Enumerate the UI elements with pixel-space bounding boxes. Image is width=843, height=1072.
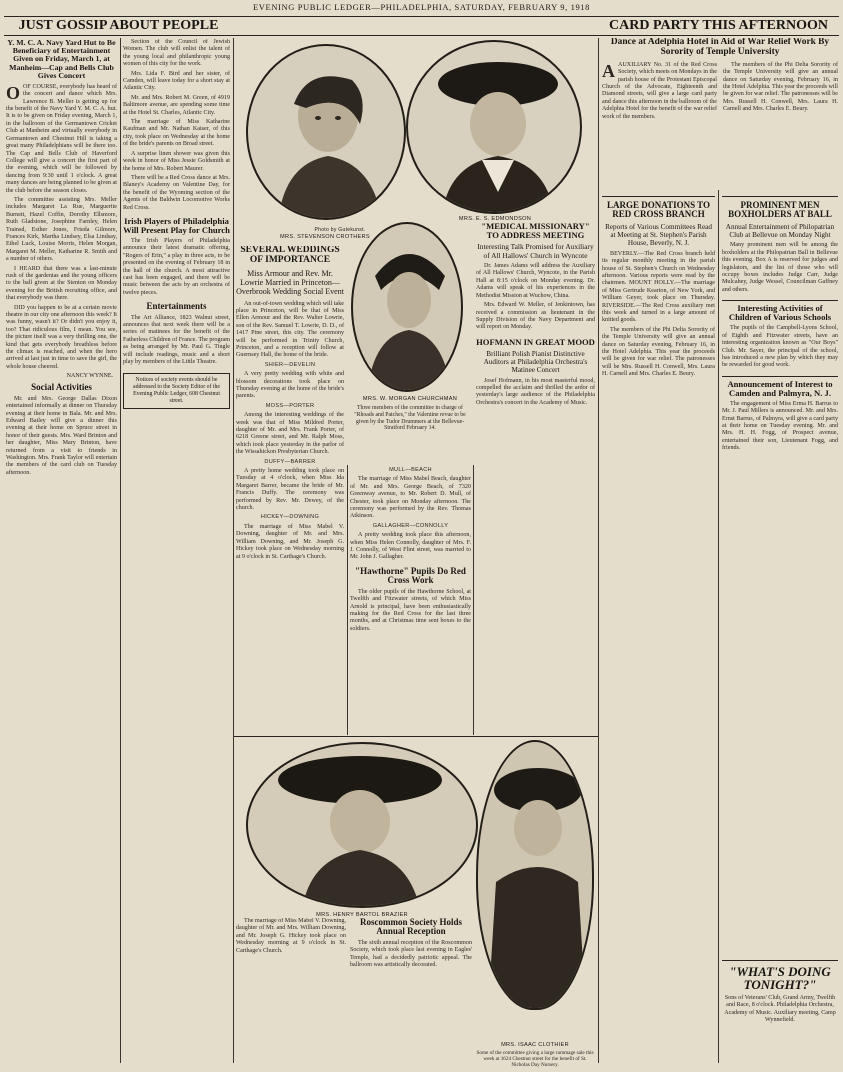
social-activities-body	[6, 396, 117, 477]
gossip-para-2: The committee assisting Mrs. Meller includes Margaret La Rue, Marguerite Burnett, Hazel Coffin, Dorothy Ellsmore, Ruth Gladstone, Josephine Farnley, Helen Trainsd, Esther Jones, Frieda Gilmore, Frances Kirk, Martha Lindsey, Elsa Lindsay, Ethel Luck, Louise Morris, Helen Morgan, Margaret M. Meller, Katharine R. Smith and a number of others.	[6, 196, 117, 263]
donations-text: BEVERLY.—The Red Cross branch held its regular monthly meeting in the parish house of St. Stephen's Church on Wednesday afternoon. Various reports were read by the chairmen. MOUNT HOLLY.—The marriage of Miss Gertrude Kearton, of New York, and William Geyer, took place on Thursday. RIVERSIDE.—The Red Cross auxiliary met this week and turned in a large amount of knitted goods.	[602, 250, 715, 324]
society-column	[123, 39, 230, 1065]
gossip-para-1: OF COURSE, everybody has heard of the concert and dance which Mrs. Lawrence B. Meller is getting up for the benefit of the Navy Yard Y. M. C. A. hut. It is to be given on Friday evening, March 1, in the ballroom of the Germantown Cricket Club at Manheim and virtually everybody in Germantown and Chestnut Hill is taking a great many Philadelphians will be there too. The Cap and Bells Club of Haverford College will give a concert the first part of the evening, which will be followed by dancing from 9:30 until 1 o'clock. A great many dances are being planned to be given at the club before the season closes.	[6, 83, 117, 194]
whats-doing-title: "WHAT'S DOING TONIGHT?"	[729, 964, 831, 992]
section-head-card-party: CARD PARTY THIS AFTERNOON	[609, 18, 828, 33]
whats-doing-text: Sons of Veterans' Club, Grand Army, Twelfth and Race, 8 o'clock. Philadelphia Orchestra, Academy of Music. Auxiliary meeting, Camp Wynnefield.	[724, 995, 836, 1024]
masthead: EVENING PUBLIC LEDGER—PHILADELPHIA, SATURDAY, FEBRUARY 9, 1918	[253, 2, 590, 12]
wedding-sub-moss: MOSS—PORTER	[265, 402, 315, 409]
column-rule	[473, 465, 474, 735]
wedding-sub-shier: SHIER—DEVELIN	[264, 361, 316, 368]
drop-cap: A	[602, 60, 615, 81]
wedding-sub-duffy: DUFFY—BARRER	[264, 458, 316, 465]
gossip-para-3: I HEARD that there was a last-minute rush of the gardenias and the young officers to the ball given at the Stenton on Monday evening for the British recruiting office, and that everybody was there.	[6, 265, 117, 302]
caption-edmondson: MRS. E. S. EDMONDSON	[458, 216, 532, 222]
masthead-rule	[4, 16, 839, 17]
boxholders-headline: PROMINENT MEN BOXHOLDERS AT BALL	[728, 200, 832, 220]
column-rule	[233, 38, 234, 1063]
photo-rule	[234, 736, 598, 737]
caption-churchman-text: Three members of the committee in charge of "Rhoads and Patches," the Valentine revue to be given by the Tudor Drummers at the Bellevue-Stratford February 14.	[354, 405, 466, 432]
irish-players-headline: Irish Players of Philadelphia Will Present Play for Church	[123, 215, 230, 235]
donations-subhead: Reports of Various Committees Read at Meeting at St. Stephen's Parish House, Beverly, N. J.	[605, 222, 712, 248]
column-rule	[120, 38, 121, 1063]
weddings-column	[236, 246, 344, 734]
portrait-illustration	[248, 46, 406, 220]
activities-headline: Interesting Activities of Children of Various Schools	[722, 300, 838, 322]
adelphia-para-1: AUXILIARY No. 31 of the Red Cross Society, which meets on Mondays in the parish house of the Protestant Episcopal Church of the Advocate, Eighteenth and Diamond streets, will give a large card party and dance this afternoon in the ballroom of the Adelphia Hotel for the benefit of the war relief work of the members.	[602, 61, 717, 120]
adelphia-para-2-cont: The members of the Phi Delta Sorority of the Temple University will give an annual dance on Saturday evening, February 16, in the Hotel Adelphia. This year the proceeds will be given for war relief. The patronesses will be Mrs. Russell H. Conwell, Mrs. Laura H. Carnell and Mrs. Charles E. Beury.	[602, 326, 715, 378]
roscommon-column	[350, 918, 472, 1066]
weddings-para-5-cont: The marriage of Miss Mabel V. Downing, daughter of Mr. and Mrs. William Downing, and Mr. Joseph G. Hickey took place on Wednesday morning at 9 o'clock in St. Carthage's Church.	[236, 918, 346, 954]
missionary-para-2: Mrs. Edward W. Meller, of Jenkintown, has received a commission as lieutenant in the Supply Division of the Navy Department and will report on Monday.	[476, 302, 595, 331]
photo-edmondson	[406, 40, 582, 214]
roscommon-text: The sixth annual reception of the Roscommon Society, which took place last evening in Eagles' Temple, had a decidedly patriotic appeal. The ballroom was artistically decorated.	[350, 939, 472, 969]
caption-stevenson-crothers: MRS. STEVENSON CROTHERS	[280, 234, 370, 240]
portrait-illustration	[353, 224, 463, 392]
portrait-illustration	[248, 744, 478, 908]
column-rule	[347, 465, 348, 735]
gossip-column	[6, 39, 117, 1065]
adelphia-section	[602, 38, 838, 190]
weddings-subhead: Miss Armour and Rev. Mr. Lowrie Married in Princeton—Overbrook Wedding Social Event	[236, 268, 344, 297]
gallagher-text: A pretty wedding took place this afternoon, when Miss Helen Connolly, daughter of Mrs. F. J. Connolly, of West Flint street, was married to Mr. John J. Gallagher.	[350, 532, 471, 561]
adelphia-headline: Dance at Adelphia Hotel in Aid of War Relief Work By Sorority of Temple University	[610, 38, 830, 57]
section-rule	[722, 196, 838, 197]
missionary-para-1: Dr. James Adams will address the Auxiliary of All Hallows' Church, Wyncote, in the Parish Hall at 8:15 o'clock on Monday evening. Dr. Adams will speak of his experiences in the Methodist Mission at Wuchow, China.	[476, 263, 595, 299]
portrait-illustration	[408, 42, 582, 214]
hawthorne-headline: "Hawthorne" Pupils Do Red Cross Work	[355, 565, 466, 586]
roscommon-headline: Roscommon Society Holds Annual Reception	[360, 918, 462, 937]
photo-credit: Photo by Gutekunst.	[314, 227, 366, 233]
activities-text: The pupils of the Campbell-Lyons School, of Eighth and Fitzwater streets, have an interesting organization known as "Our Boys" Club. Mr. Sayer, the principal of the school, has introduced a new plan by which they may be rewarded for good work.	[722, 325, 838, 369]
social-activities-headline: Social Activities	[31, 382, 92, 393]
col2-para-2: Mrs. Lida F. Bird and her sister, of Camden, will leave today for a short stay at Atlantic City.	[123, 70, 230, 92]
society-notice: Notices of society events should be addressed to the Society Editor of the Evening Public Ledger, 608 Chestnut street.	[123, 373, 230, 409]
col2-para-5: A surprise linen shower was given this week in honor of Miss Jessie Goldsmith at the home of Mrs. Robert Maurer.	[123, 150, 230, 172]
hofmann-subhead: Brilliant Polish Pianist Distinctive Auditors at Philadelphia Orchestra's Matinee Concert	[483, 349, 588, 375]
mull-text: The marriage of Miss Mabel Beach, daughter of Mr. and Mrs. George Beach, of 7320 Greenway avenue, to Mr. Robert D. Mull, of Chester, took place on Monday afternoon. The ceremony was performed by the Rev. Thomas Atkinson.	[350, 476, 471, 520]
wedding-sub-hickey: HICKEY—DOWNING	[260, 514, 320, 521]
photo-churchman	[351, 222, 463, 392]
donations-column	[602, 196, 715, 1066]
boxholders-text: Many prominent men will be among the boxholders at the Philopatrian Ball in Bellevue this evening. Box A is reserved for judges and legislators, and the list of those who will occupy boxes includes Judge Carr, Judge Mulcahey, Judge Wessel, Councilman Gaffney and others.	[722, 242, 838, 293]
weddings-para-4: A pretty home wedding took place on Tuesday at 4 o'clock, when Miss Ida Margaret Barrer, became the bride of Mr. Francis Duffy. The ceremony was performed by Rev. Mr. Dewey, of the church.	[236, 468, 344, 512]
entertainments-headline: Entertainments	[146, 301, 207, 312]
gossip-byline: NANCY WYNNE.	[66, 373, 113, 380]
donations-headline: LARGE DONATIONS TO RED CROSS BRANCH	[606, 200, 711, 220]
col2-para-4: The marriage of Miss Katharine Kaufman and Mr. Nathan Kaiser, of this city, took place on Wednesday at the home of the bride's parents on Broad street.	[123, 119, 230, 148]
camden-headline: Announcement of Interest to Camden and Palmyra, N. J.	[722, 376, 838, 398]
hofmann-headline: HOFMANN IN GREAT MOOD	[476, 336, 595, 347]
caption-brazier: MRS. HENRY BARTOL BRAZIER	[316, 912, 408, 918]
weddings-para-5: The marriage of Miss Mabel V. Downing, daughter of Mr. and Mrs. William Downing, and Mr. Joseph G. Hickey took place on Wednesday morning at 9 o'clock in St. Carthage's Church.	[236, 523, 344, 560]
photo-stevenson-crothers	[246, 44, 406, 220]
missionary-subhead: Interesting Talk Promised for Auxiliary of All Hallows' Church in Wyncote	[477, 242, 594, 260]
weddings-headline: SEVERAL WEDDINGS OF IMPORTANCE	[240, 246, 340, 265]
portrait-illustration	[478, 742, 594, 1010]
adelphia-para-2: The members of the Phi Delta Sorority of the Temple University will give an annual dance on Saturday evening, February 16, in the Hotel Adelphia. This year the proceeds will be given for war relief. The patronesses will be Mrs. Russell H. Conwell, Mrs. Laura H. Carnell and Mrs. Charles E. Beury.	[723, 61, 838, 113]
weddings-para-2: A very pretty wedding with white and blossom decorations took place on Thursday evening at the home of the bride's parents.	[236, 371, 344, 400]
camden-text: The engagement of Miss Erma H. Barrus to Mr. J. Paul Millers is announced. Mr. and Mrs. Ernst Barrus, of Palmyra, will give a card party at their home on Tuesday evening. Mr. and Mrs. H. H. Fogg, of Prospect avenue, entertained their son, Lieutenant Fogg, and friends.	[722, 400, 838, 452]
column-rule	[718, 190, 719, 1063]
gossip-para-4: DID you happen to be at a certain movie theatre in our city one afternoon this week? It was funny, wasn't it? Or didn't you enjoy it, too? That ridiculous film, I mean. You see, the picture itself was a very thrilling one, the kind that gets everybody breathless before the climax is reached, and when the hero arrived at last just in time to save the girl, the whole house cheered.	[6, 304, 117, 370]
mull-column	[350, 465, 471, 735]
irish-players-text: The Irish Players of Philadelphia announce their latest dramatic offering, "Rogers of Erin," a play in three acts, to be presented on the evening of February 18 in the hall of the church. A most attractive cast has been engaged, and there will be music between the acts by an orchestra of twelve pieces.	[123, 237, 230, 296]
col2-para-1: Section of the Council of Jewish Women. The club will enlist the talent of the young local and philanthropic young women of this city for the work.	[123, 39, 230, 68]
section-rule	[4, 35, 839, 36]
caption-churchman: MRS. W. MORGAN CHURCHMAN	[362, 396, 458, 402]
hofmann-text: Josef Hofmann, in his most masterful mood, compelled the acclaim and thrilled the ardor of yesterday's large audience of the Philadelphia Orchestra's concert in the Academy of Music.	[476, 377, 595, 406]
drop-cap: O	[6, 82, 21, 103]
col2-para-3: Mr. and Mrs. Robert M. Green, of 4919 Baltimore avenue, are spending some time at the Hotel St. Charles, Atlantic City.	[123, 94, 230, 116]
missionary-column	[476, 222, 595, 734]
caption-clothier: MRS. ISAAC CLOTHIER	[501, 1042, 569, 1048]
social-activities-text: Mr. and Mrs. George Dallas Dixon entertained informally at dinner on Thursday evening at their home in Bala. Mr. and Mrs. Edward Bailey will give a dinner this evening at their home on Spruce street in honor of their guests. Mrs. Ward Brinton and her daughter, Miss Mary Brinton, have returned from a visit to friends in Washington. Mrs. Frank Taylor will entertain the members of the card club on Tuesday afternoon.	[6, 395, 117, 476]
section-head-gossip: JUST GOSSIP ABOUT PEOPLE	[18, 18, 219, 33]
col2-para-6: There will be a Red Cross dance at Mrs. Blaney's Academy on Valentine Day, for the benefit of the Wyoming section of the Agents of the Baldwin Locomotive Works Red Cross.	[123, 174, 230, 211]
hickey-cont-column	[236, 918, 346, 1066]
boxholders-column	[722, 196, 838, 1066]
wedding-sub-gallagher: GALLAGHER—CONNOLLY	[372, 522, 449, 529]
gossip-body	[6, 84, 117, 371]
whats-doing-tonight	[722, 960, 838, 1064]
boxholders-subhead: Annual Entertainment of Philopatrian Club at Bellevue on Monday Night	[725, 222, 835, 240]
column-rule	[598, 38, 599, 1063]
missionary-headline: "MEDICAL MISSIONARY" TO ADDRESS MEETING	[481, 222, 590, 241]
photo-brazier	[246, 742, 478, 908]
weddings-para-3: Among the interesting weddings of the week was that of Miss Mildred Porter, daughter of Mr. and Mrs. Frank Porter, of 6218 Greene street, and Mr. Ralph Moss, which took place yesterday in the parlor of the Wissahickon Presbyterian Church.	[236, 412, 344, 456]
caption-clothier-text: Some of the committee giving a large rummage sale this week at 1624 Chestnut street for the benefit of St. Nicholas Day Nursery.	[476, 1050, 594, 1068]
photo-clothier	[476, 740, 594, 1010]
section-rule	[602, 196, 715, 197]
gossip-headline: Y. M. C. A. Navy Yard Hut to Be Beneficiary of Entertainment Given on Friday, March 1, at Manheim—Cap and Bells Club Gives Concert	[7, 39, 116, 80]
weddings-para-1: An out-of-town wedding which will take place in Princeton, will be that of Miss Ellen Armour and the Rev. Walter Lowrie, son of the Rev. Samuel T. Lowrie, D. D., of 1417 Pine street, this city. The ceremony will be performed in Trinity Church, Princeton, and a reception will follow at Guernsey Hall, the home of the bride.	[236, 300, 344, 359]
hawthorne-text: The older pupils of the Hawthorne School, at Twelfth and Fitzwater streets, of which Miss Arnold is principal, have been enthusiastically making for the Red Cross for the last three months, and at Christmas time sent boxes to the soldiers.	[350, 588, 471, 632]
entertainments-text: The Art Alliance, 1823 Walnut street, announces that next week there will be a series of matinees for the benefit of the Fatherless Children of France. The program as being arranged by Mr. Paul G. Tingle will include readings, music and a short play by members of the Little Theatre.	[123, 314, 230, 366]
wedding-sub-mull: MULL—BEACH	[389, 467, 432, 473]
